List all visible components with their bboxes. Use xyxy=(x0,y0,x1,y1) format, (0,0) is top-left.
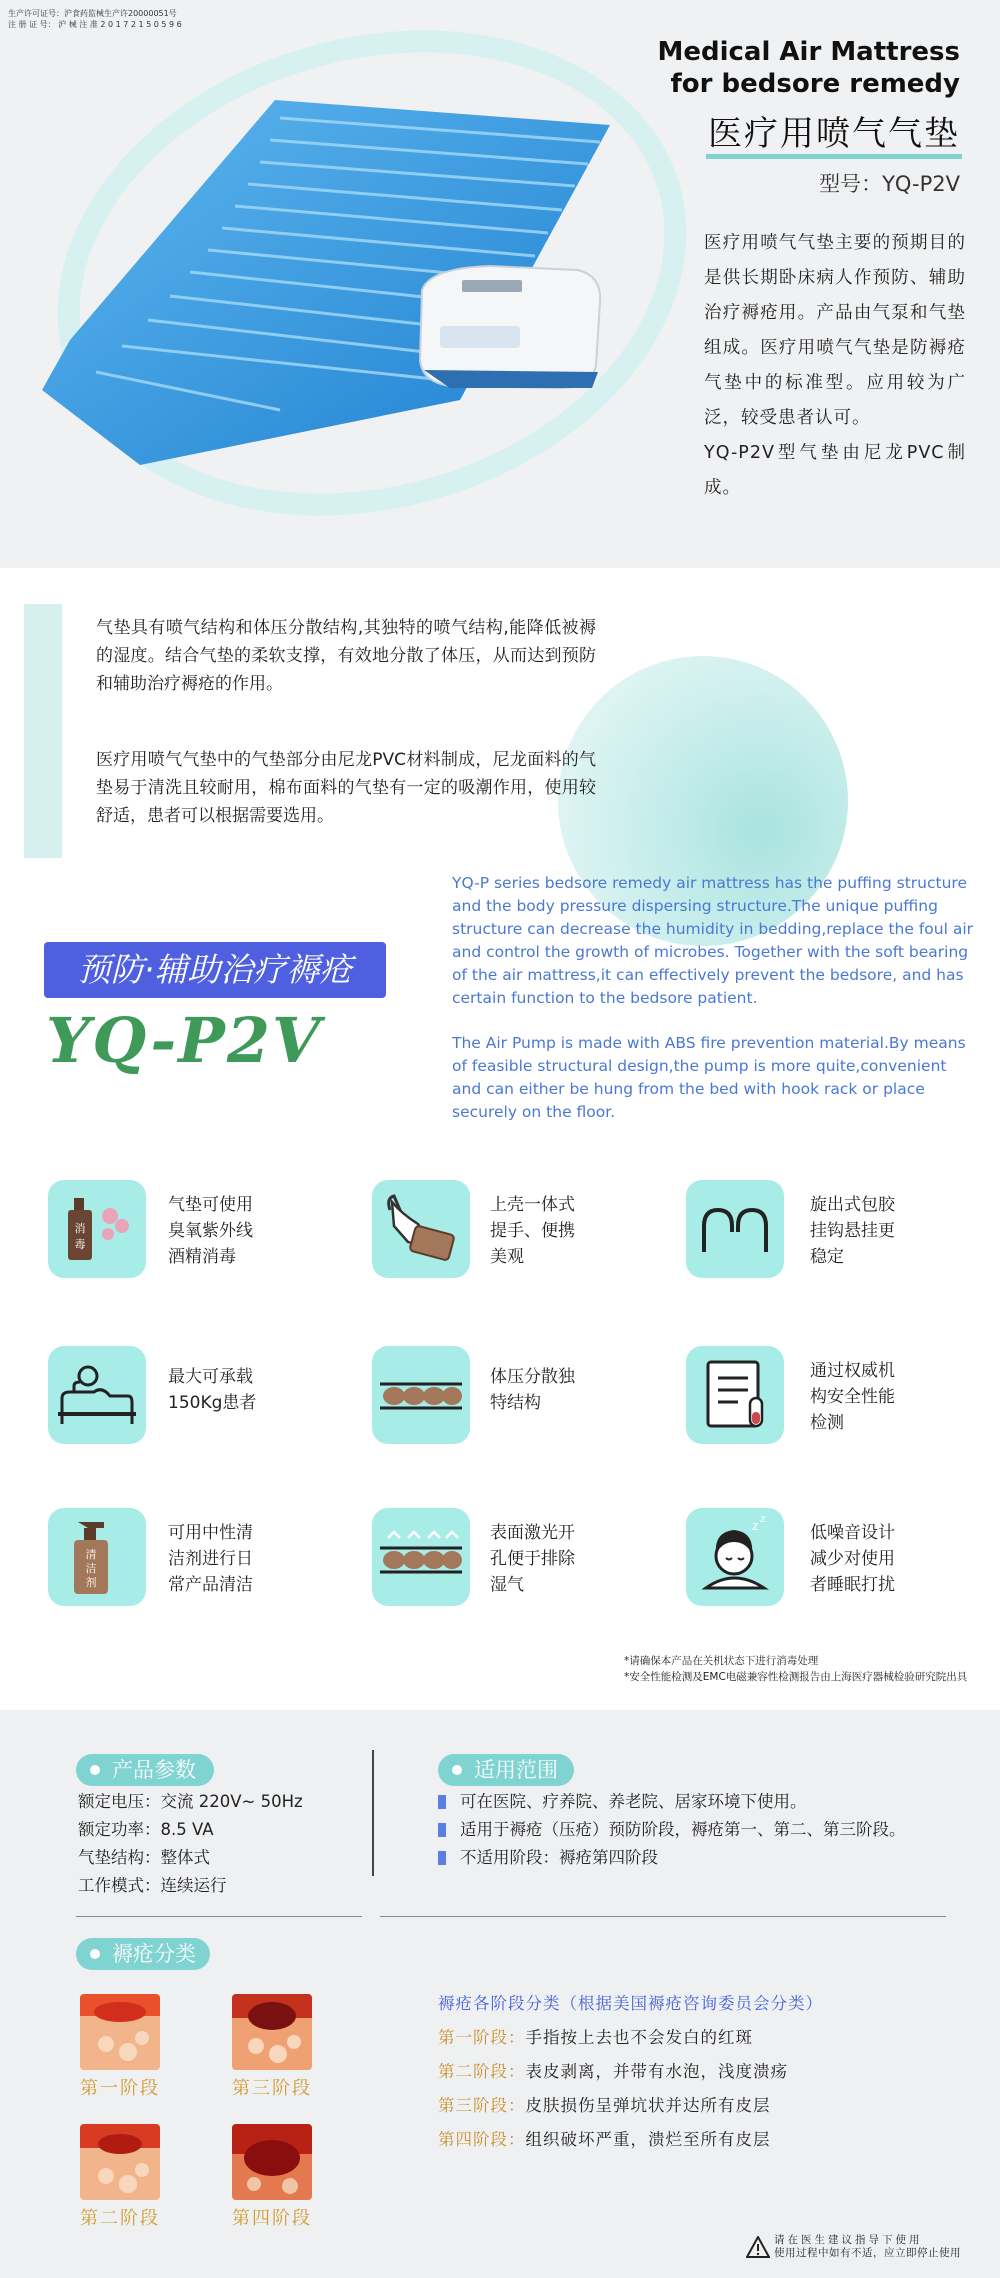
icon-label-line: 酒精消毒 xyxy=(168,1247,236,1267)
stage-1-image xyxy=(80,1994,160,2070)
bottle-text-1: 消 xyxy=(74,1222,86,1235)
warning-line: 请在医生建议指导下使用 xyxy=(774,2234,923,2246)
icon-label-line: 减少对使用 xyxy=(810,1549,895,1569)
param-row: 额定功率：8.5 VA xyxy=(78,1820,214,1839)
classification-key: 第二阶段： xyxy=(438,2062,526,2081)
spray-text-2: 洁 xyxy=(85,1562,97,1575)
hero-desc-para-2: YQ-P2V型气垫由尼龙PVC制成。 xyxy=(704,443,966,498)
spray-text-3: 剂 xyxy=(85,1576,97,1589)
icon-label-line: 气垫可使用 xyxy=(168,1195,253,1215)
model-number: 型号：YQ-P2V xyxy=(819,172,960,196)
classification-key: 第四阶段： xyxy=(438,2130,526,2149)
scope-item-text: 不适用阶段：褥疮第四阶段 xyxy=(460,1848,658,1867)
title-chinese: 医疗用喷气气垫 xyxy=(708,114,960,154)
classification-row xyxy=(438,2058,958,2082)
sleeping-icon xyxy=(686,1508,784,1606)
classification-key: 第三阶段： xyxy=(438,2096,526,2115)
patient-bed-icon xyxy=(48,1346,146,1444)
feature-en-para-2: The Air Pump is made with ABS fire prevention material.By means of feasible structural design,the pump is more quite,convenient and can either be hung from the bed with hook rack or place securely on the floor. xyxy=(452,1034,966,1121)
icon-label-line: 臭氧紫外线 xyxy=(168,1221,253,1241)
warning-line: 使用过程中如有不适，应立即停止使用 xyxy=(774,2247,961,2259)
classification-title: 褥疮各阶段分类（根据美国褥疮咨询委员会分类） xyxy=(438,1994,823,2013)
icon-label-certificate xyxy=(810,1358,980,1436)
params-title: 产品参数 xyxy=(76,1754,214,1786)
hero-desc-para-1: 医疗用喷气气垫主要的预期目的是供长期卧床病人作预防、辅助治疗褥疮用。产品由气泵和气垫组成。医疗用喷气气垫是防褥疮气垫中的标准型。应用较为广泛，较受患者认可。 xyxy=(704,233,966,428)
classification-value: 皮肤损伤呈弹坑状并达所有皮层 xyxy=(525,2096,771,2115)
divider-vertical xyxy=(372,1750,374,1876)
stage-label: 第三阶段 xyxy=(232,2078,312,2099)
icon-label-line: 湿气 xyxy=(490,1575,524,1595)
svg-text:z: z xyxy=(760,1514,766,1525)
note-line-2: *安全性能检测及EMC电磁兼容性检测报告由上海医疗器械检验研究院出具 xyxy=(624,1671,968,1683)
disinfect-bottle-icon xyxy=(48,1180,146,1278)
classification-row xyxy=(438,2126,958,2150)
classification-value: 组织破坏严重，溃烂至所有皮层 xyxy=(525,2130,771,2149)
slogan-banner: 预防·辅助治疗褥疮 xyxy=(44,942,386,998)
param-row: 气垫结构：整体式 xyxy=(78,1848,210,1867)
scope-item-text: 可在医院、疗养院、养老院、居家环境下使用。 xyxy=(460,1792,807,1811)
icon-label-sleeping xyxy=(810,1520,980,1598)
icon-label-line: 挂钩悬挂更 xyxy=(810,1221,895,1241)
icon-label-line: 最大可承载 xyxy=(168,1367,253,1387)
warning-text xyxy=(774,2234,988,2260)
spray-text-1: 清 xyxy=(85,1548,97,1561)
laser-holes-icon xyxy=(372,1508,470,1606)
icon-label-line: 150Kg患者 xyxy=(168,1393,257,1413)
svg-text:z: z xyxy=(752,1519,759,1533)
certificate-icon xyxy=(686,1346,784,1444)
stage-label: 第一阶段 xyxy=(80,2078,160,2099)
icon-label-line: 可用中性清 xyxy=(168,1523,253,1543)
icon-label-line: 提手、便携 xyxy=(490,1221,575,1241)
hand-carry-icon xyxy=(372,1180,470,1278)
icon-label-line: 体压分散独 xyxy=(490,1367,575,1387)
title-underline xyxy=(706,154,962,159)
icon-label-line: 孔便于排除 xyxy=(490,1549,575,1569)
icon-label-line: 常产品清洁 xyxy=(168,1575,253,1595)
license-line-2: 注 册 证 号： 沪 械 注 准 2 0 1 7 2 1 5 0 5 9 6 xyxy=(8,20,182,29)
param-row: 额定电压：交流 220V~ 50Hz xyxy=(78,1792,303,1811)
stage-label: 第二阶段 xyxy=(80,2208,160,2229)
param-row: 工作模式：连续运行 xyxy=(78,1876,227,1895)
bottle-text-2: 毒 xyxy=(74,1238,86,1251)
hero-section xyxy=(0,0,1000,568)
icon-label-line: 旋出式包胶 xyxy=(810,1195,895,1215)
license-line-1: 生产许可证号：沪食药监械生产许20000051号 xyxy=(8,9,177,18)
divider-horizontal-left xyxy=(76,1916,362,1917)
scope-title: 适用范围 xyxy=(438,1754,574,1786)
icon-label-line: 检测 xyxy=(810,1413,844,1433)
stages-title: 褥疮分类 xyxy=(76,1938,210,1970)
classification-row xyxy=(438,2024,958,2048)
icon-label-line: 特结构 xyxy=(490,1393,541,1413)
cleaner-spray-icon xyxy=(48,1508,146,1606)
icon-label-hand-carry xyxy=(490,1192,660,1270)
stage-label: 第四阶段 xyxy=(232,2208,312,2229)
hero-description xyxy=(704,226,966,506)
icon-label-line: 洁剂进行日 xyxy=(168,1549,253,1569)
decorative-side-bar xyxy=(24,604,62,858)
classification-value: 手指按上去也不会发白的红斑 xyxy=(525,2028,753,2047)
icon-label-disinfect xyxy=(168,1192,338,1270)
title-english xyxy=(600,36,960,100)
feature-en-para-1: YQ-P series bedsore remedy air mattress has the puffing structure and the body pressure dispersing structure.The unique puffing structure can decrease the humidity in bedding,replace the foul air and control the growth of microbes. Together with the soft bearing of the air mattress,it can effectively prevent the bedsore, and has certain function to the bedsore patient. xyxy=(452,874,974,1007)
classification-row xyxy=(438,2092,958,2116)
icon-label-line: 者睡眠打扰 xyxy=(810,1575,895,1595)
icon-label-hook xyxy=(810,1192,980,1270)
icon-label-line: 低噪音设计 xyxy=(810,1523,895,1543)
classification-value: 表皮剥离，并带有水泡，浅度溃疡 xyxy=(525,2062,788,2081)
hook-icon xyxy=(686,1180,784,1278)
icon-label-patient-bed xyxy=(168,1364,338,1416)
icon-label-pressure-structure xyxy=(490,1364,660,1416)
mattress-product-image xyxy=(30,70,650,500)
icon-label-cleaner xyxy=(168,1520,338,1598)
icon-label-line: 稳定 xyxy=(810,1247,844,1267)
note-line-1: *请确保本产品在关机状态下进行消毒处理 xyxy=(624,1655,819,1667)
icon-label-line: 美观 xyxy=(490,1247,524,1267)
stage-3-image xyxy=(232,1994,312,2070)
divider-horizontal-right xyxy=(380,1916,946,1917)
pressure-structure-icon xyxy=(372,1346,470,1444)
stage-2-image xyxy=(80,2124,160,2200)
feature-cn-para-1: 气垫具有喷气结构和体压分散结构,其独特的喷气结构,能降低被褥的湿度。结合气垫的柔软支撑，有效地分散了体压，从而达到预防和辅助治疗褥疮的作用。 xyxy=(96,618,596,694)
big-model-number: YQ-P2V xyxy=(46,1004,323,1077)
license-info xyxy=(8,8,182,30)
title-english-line-2: for bedsore remedy xyxy=(670,69,960,99)
stage-4-image xyxy=(232,2124,312,2200)
warning-box xyxy=(746,2232,986,2268)
icon-label-line: 通过权威机 xyxy=(810,1361,895,1381)
icon-label-line: 构安全性能 xyxy=(810,1387,895,1407)
icon-label-line: 表面激光开 xyxy=(490,1523,575,1543)
feature-cn-para-2: 医疗用喷气气垫中的气垫部分由尼龙PVC材料制成，尼龙面料的气垫易于清洗且较耐用，棉布面料的气垫有一定的吸潮作用，使用较舒适，患者可以根据需要选用。 xyxy=(96,750,596,826)
icon-label-laser-holes xyxy=(490,1520,660,1598)
icon-label-line: 上壳一体式 xyxy=(490,1195,575,1215)
scope-item-text: 适用于褥疮（压疮）预防阶段，褥疮第一、第二、第三阶段。 xyxy=(460,1820,906,1839)
title-english-line-1: Medical Air Mattress xyxy=(657,37,960,67)
classification-key: 第一阶段： xyxy=(438,2028,526,2047)
warning-icon xyxy=(746,2236,770,2258)
